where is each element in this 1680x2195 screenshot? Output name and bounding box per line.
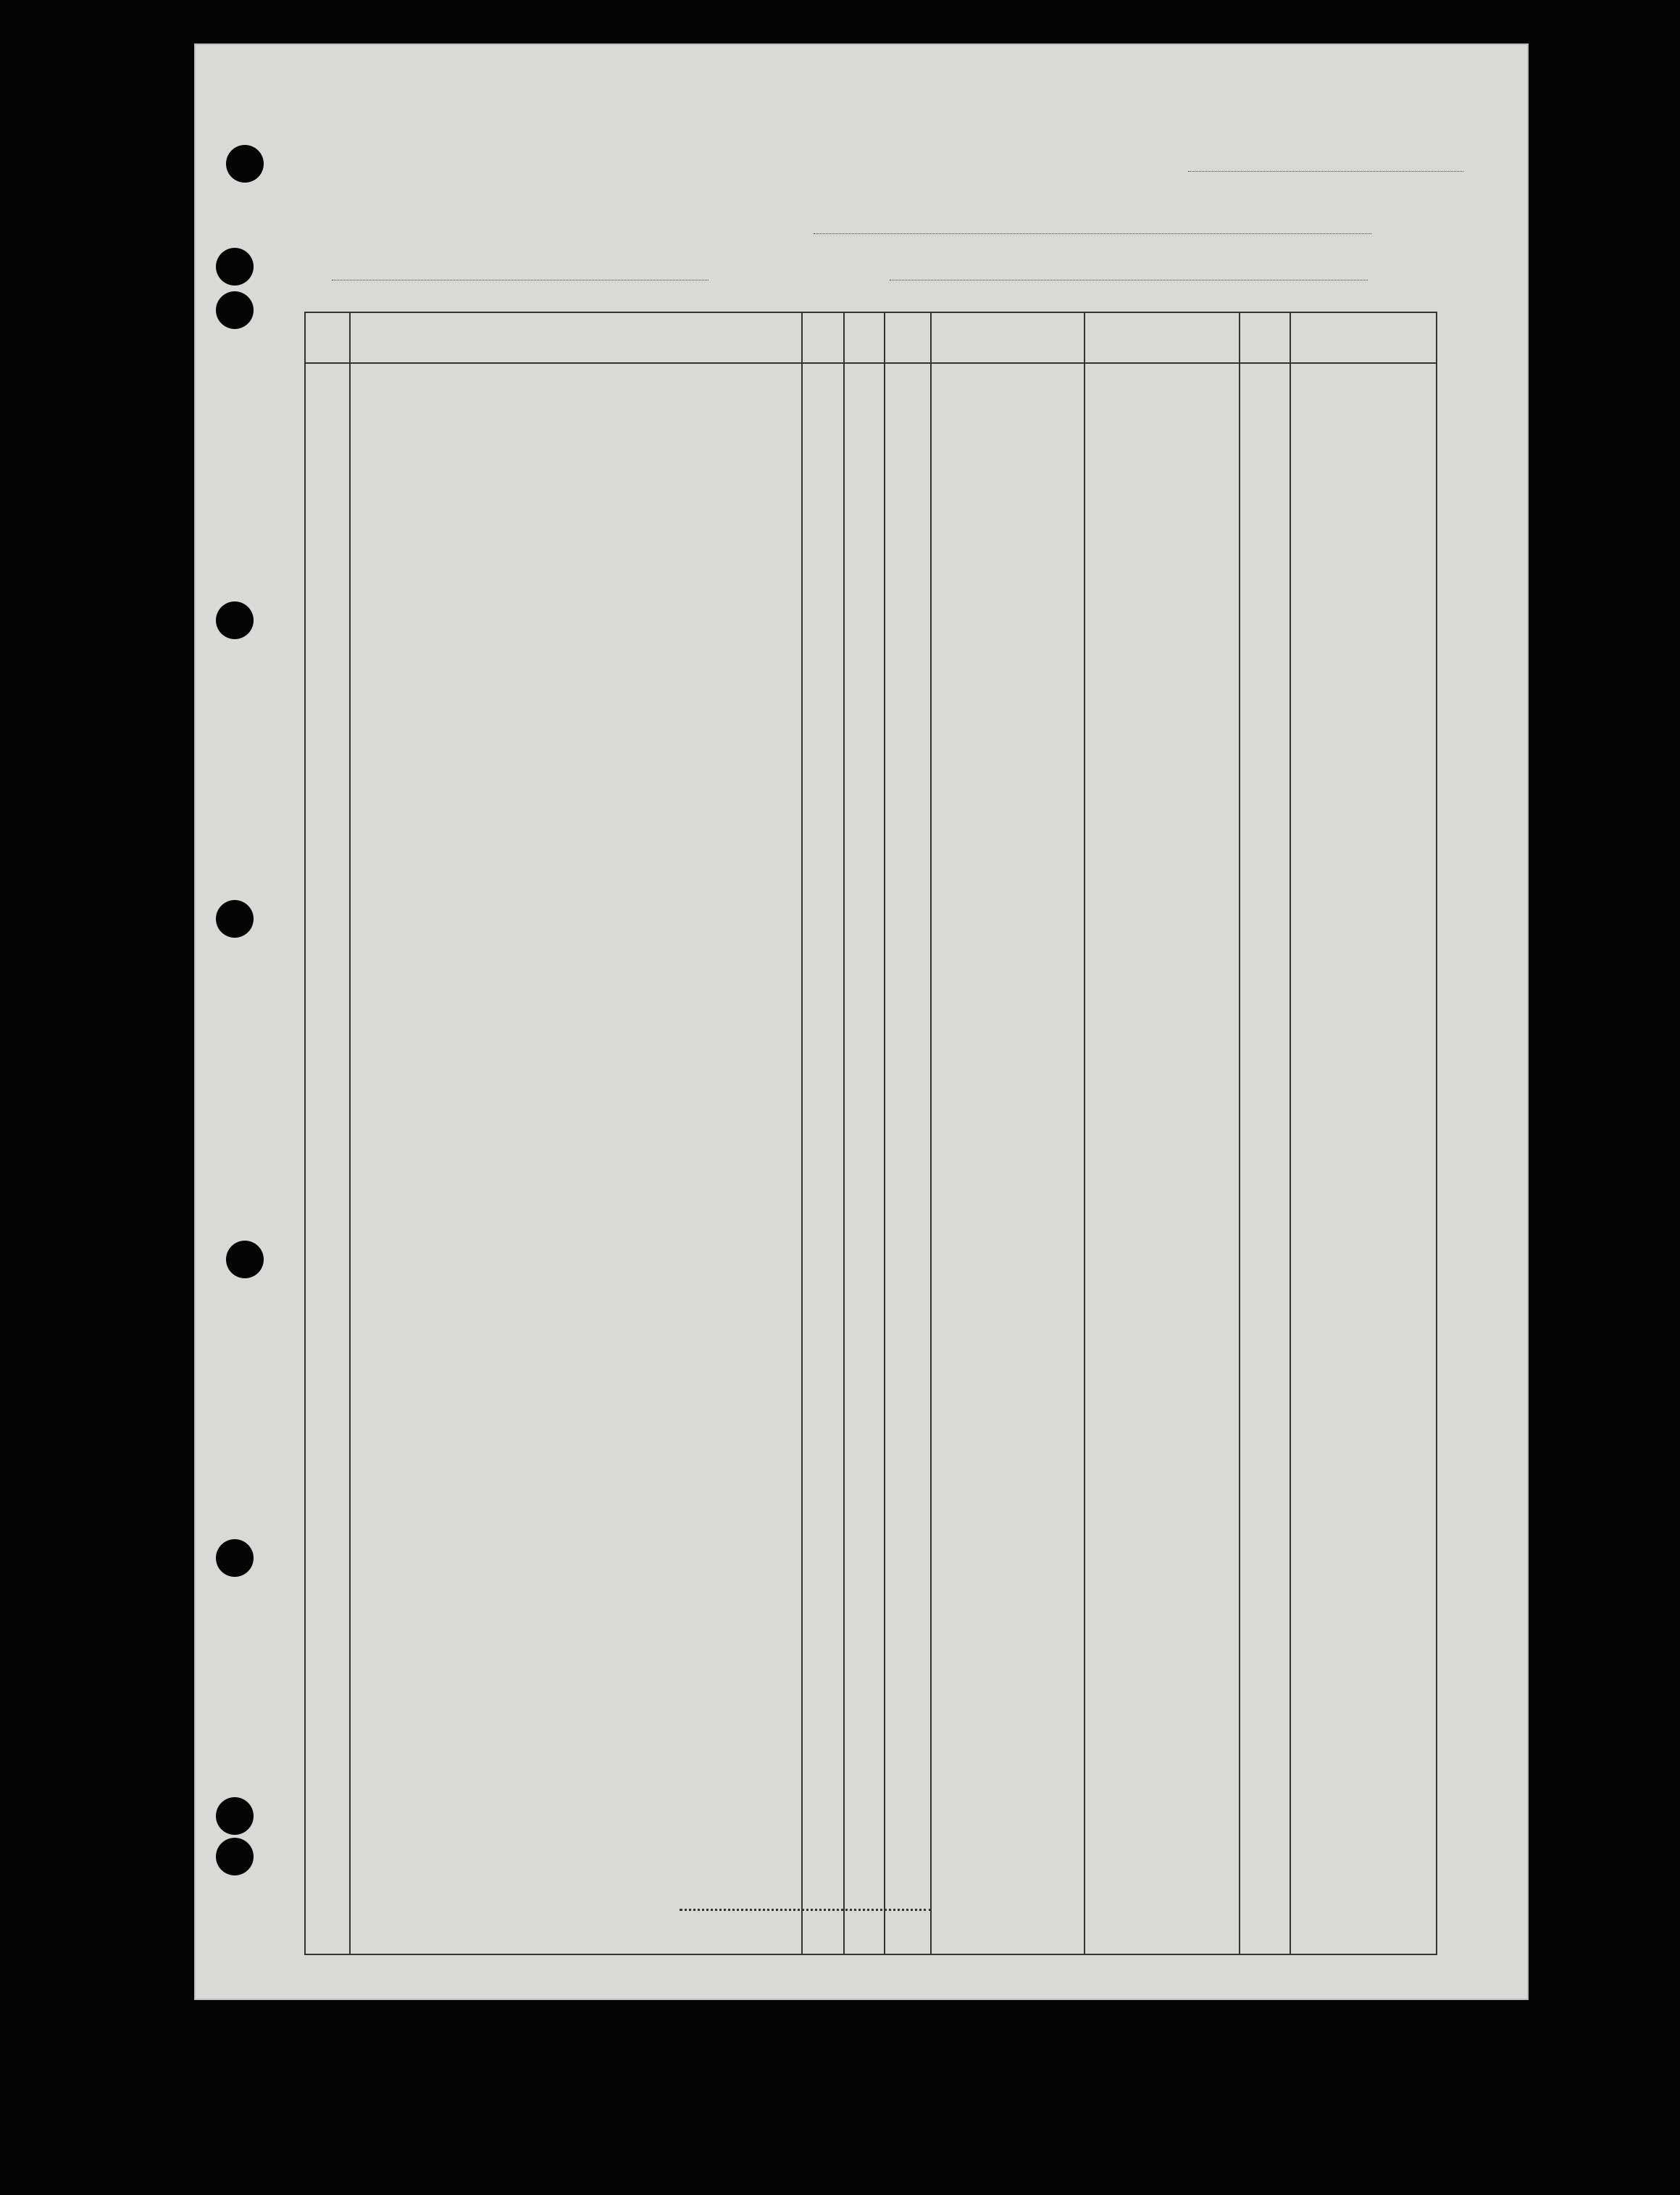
binder-hole <box>216 1539 254 1577</box>
binder-hole <box>216 1797 254 1835</box>
leader-dots <box>680 1909 932 1911</box>
binder-hole <box>226 145 264 183</box>
table-border <box>1436 313 1437 1954</box>
binder-hole <box>216 291 254 329</box>
footer-row <box>304 1877 1437 1952</box>
binder-hole <box>216 248 254 286</box>
col-divider <box>801 313 803 1954</box>
col-divider <box>1084 313 1085 1954</box>
passenger-table <box>304 312 1437 1955</box>
col-divider <box>930 313 932 1954</box>
class-line <box>814 233 1371 234</box>
col-divider <box>1290 313 1291 1954</box>
binder-hole <box>216 601 254 639</box>
col-divider <box>1239 313 1240 1954</box>
manifest-no-line <box>1188 171 1463 172</box>
binder-hole <box>226 1241 264 1278</box>
col-divider <box>349 313 351 1954</box>
table-border <box>304 313 306 1954</box>
col-divider <box>843 313 845 1954</box>
binder-hole <box>216 1838 254 1875</box>
header-divider <box>304 362 1437 364</box>
manifest-sheet <box>194 43 1529 2000</box>
col-divider <box>884 313 885 1954</box>
binder-hole <box>216 900 254 938</box>
